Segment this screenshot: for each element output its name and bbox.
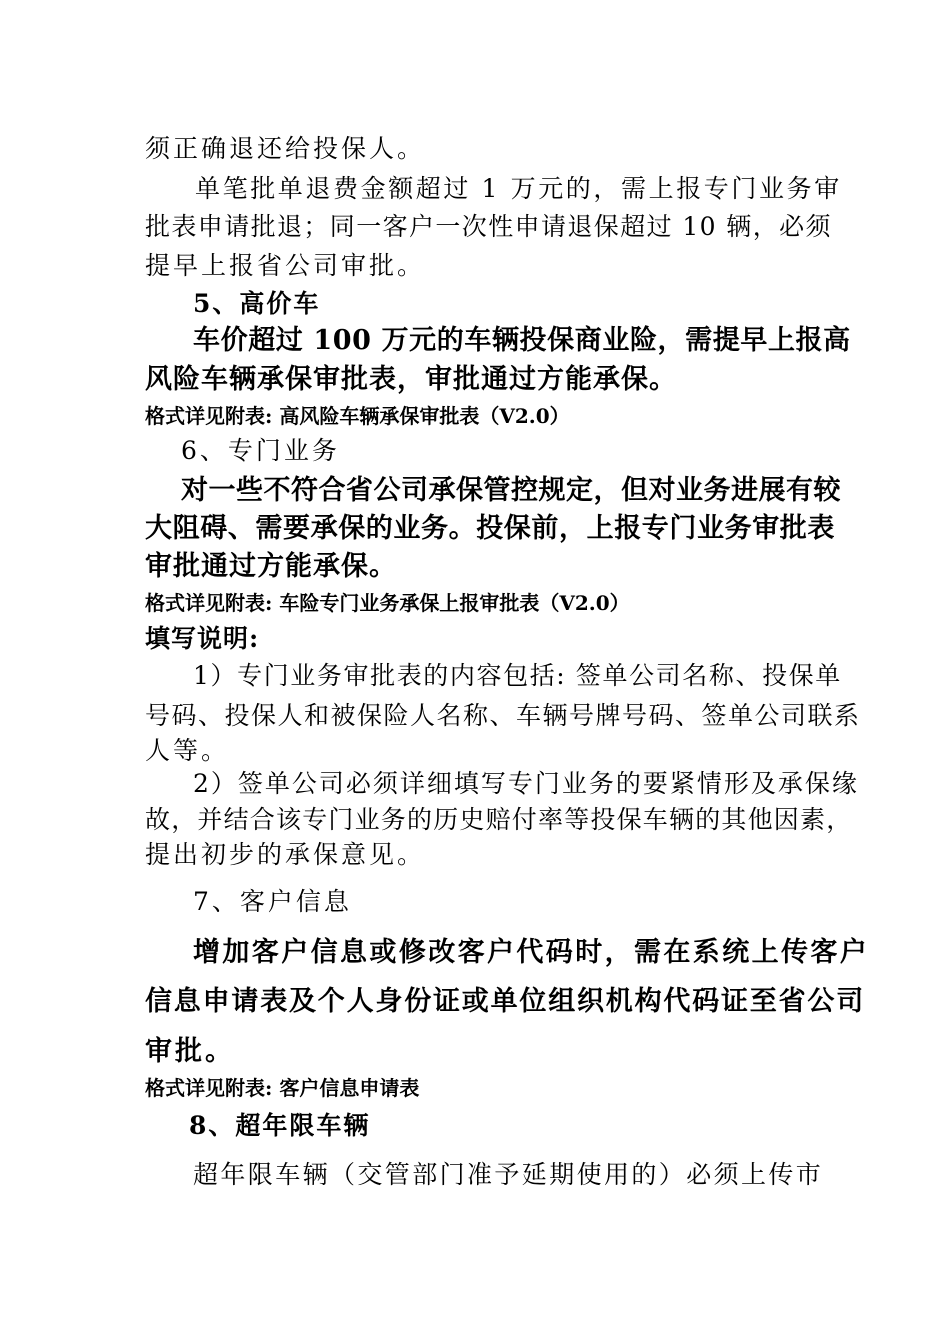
paragraph-line: 大阻碍、需要承保的业务。投保前，上报专门业务审批表: [145, 513, 835, 544]
paragraph-line: 对一些不符合省公司承保管控规定，但对业务进展有较: [181, 475, 841, 506]
paragraph-line: 批表申请批退；同一客户一次性申请退保超过 10 辆，必须: [145, 212, 832, 241]
paragraph-line: 人等。: [145, 736, 230, 765]
paragraph-line: 车价超过 100 万元的车辆投保商业险，需提早上报高: [193, 325, 851, 356]
section-heading: 7、客户信息: [193, 887, 352, 916]
paragraph-line: 信息申请表及个人身份证或单位组织机构代码证至省公司: [145, 986, 865, 1017]
format-note: 格式详见附表: 高风险车辆承保审批表（V2.0）: [145, 404, 570, 428]
paragraph-line: 故，并结合该专门业务的历史赔付率等投保车辆的其他因素，: [145, 805, 853, 834]
paragraph-line: 2）签单公司必须详细填写专门业务的要紧情形及承保缘: [193, 769, 859, 798]
paragraph-line: 号码、投保人和被保险人名称、车辆号牌号码、签单公司联系: [145, 701, 861, 730]
format-note: 格式详见附表: 车险专门业务承保上报审批表（V2.0）: [145, 591, 630, 615]
instructions-heading: 填写说明:: [145, 624, 260, 653]
section-heading: 6、专门业务: [181, 436, 340, 465]
section-heading: 8、超年限车辆: [189, 1111, 371, 1140]
paragraph-line: 审批通过方能承保。: [145, 551, 397, 582]
section-heading: 5、高价车: [193, 289, 321, 318]
paragraph-line: 1）专门业务审批表的内容包括: 签单公司名称、投保单: [193, 661, 842, 690]
paragraph-line: 审批。: [145, 1036, 235, 1067]
paragraph-line: 风险车辆承保审批表，审批通过方能承保。: [145, 364, 677, 395]
paragraph-line: 提早上报省公司审批。: [145, 251, 426, 280]
format-note: 格式详见附表: 客户信息申请表: [145, 1076, 420, 1100]
paragraph-line: 增加客户信息或修改客户代码时，需在系统上传客户: [193, 937, 870, 968]
paragraph-line: 超年限车辆（交管部门准予延期使用的）必须上传市: [193, 1160, 824, 1189]
paragraph-line: 提出初步的承保意见。: [145, 840, 426, 869]
paragraph-line: 须正确退还给投保人。: [145, 134, 426, 163]
paragraph-line: 单笔批单退费金额超过 1 万元的，需上报专门业务审: [195, 174, 842, 203]
